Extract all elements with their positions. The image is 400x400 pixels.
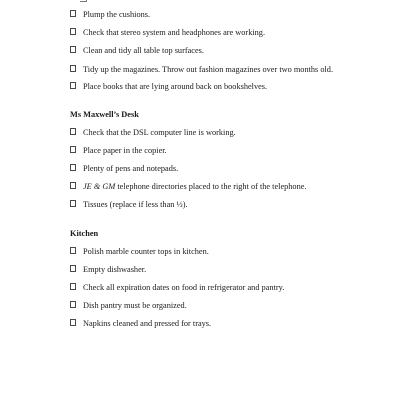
checkbox-icon	[70, 200, 76, 207]
checkbox-icon	[70, 65, 76, 72]
checklist-item	[70, 28, 265, 38]
checkbox-icon	[70, 182, 76, 189]
checklist-item	[70, 128, 236, 138]
checkbox-icon	[70, 46, 76, 53]
checklist-item	[70, 146, 167, 156]
checklist-item	[70, 283, 284, 293]
checklist-item	[70, 265, 146, 275]
item-text: Check all expiration dates on food in refrigerator and pantry.	[83, 283, 285, 292]
checkbox-icon	[70, 301, 76, 308]
item-text: Polish marble counter tops in kitchen.	[83, 247, 209, 256]
checklist-item	[70, 164, 178, 174]
checkbox-icon	[70, 265, 76, 272]
checklist-item	[70, 46, 204, 56]
item-text: Tissues (replace if less than ½).	[83, 200, 188, 209]
item-text	[83, 182, 307, 191]
checkbox-icon	[70, 128, 76, 135]
section-heading: Ms Maxwell’s Desk	[70, 110, 139, 119]
item-text-rest: telephone directories placed to the right of the telephone.	[117, 182, 307, 191]
directory-initials: JE & GM	[83, 182, 116, 191]
checklist-item	[70, 82, 267, 92]
checkbox-icon	[70, 283, 76, 290]
checkbox-icon	[70, 146, 76, 153]
checkbox-icon	[70, 164, 76, 171]
item-text: Clean and tidy all table top surfaces.	[83, 46, 204, 55]
checkbox-icon	[70, 319, 76, 326]
checklist-item	[70, 182, 307, 192]
item-text: Place books that are lying around back on bookshelves.	[83, 82, 268, 91]
item-text: Napkins cleaned and pressed for trays.	[83, 319, 212, 328]
item-text: Check that the DSL computer line is working.	[83, 128, 236, 137]
item-text: Check that stereo system and headphones are working.	[83, 28, 266, 37]
item-text: Empty dishwasher.	[83, 265, 147, 274]
checkbox-icon	[70, 82, 76, 89]
checklist-item	[70, 65, 333, 75]
section-heading: Kitchen	[70, 229, 99, 238]
checklist-item	[70, 10, 150, 20]
item-text: Tidy up the magazines. Throw out fashion magazines over two months old.	[83, 65, 334, 74]
checklist-item	[70, 319, 211, 329]
item-text: Place paper in the copier.	[83, 146, 167, 155]
item-text: Plenty of pens and notepads.	[83, 164, 179, 173]
checkbox-icon	[70, 28, 76, 35]
item-text: Plump the cushions.	[83, 10, 151, 19]
checkbox-icon	[70, 247, 76, 254]
checkbox-icon	[70, 10, 76, 17]
checklist-item	[70, 301, 187, 311]
checklist-item	[70, 247, 209, 257]
item-text: Dish pantry must be organized.	[83, 301, 187, 310]
cropped-checkbox-mark	[80, 0, 87, 2]
checklist-item	[70, 200, 188, 210]
